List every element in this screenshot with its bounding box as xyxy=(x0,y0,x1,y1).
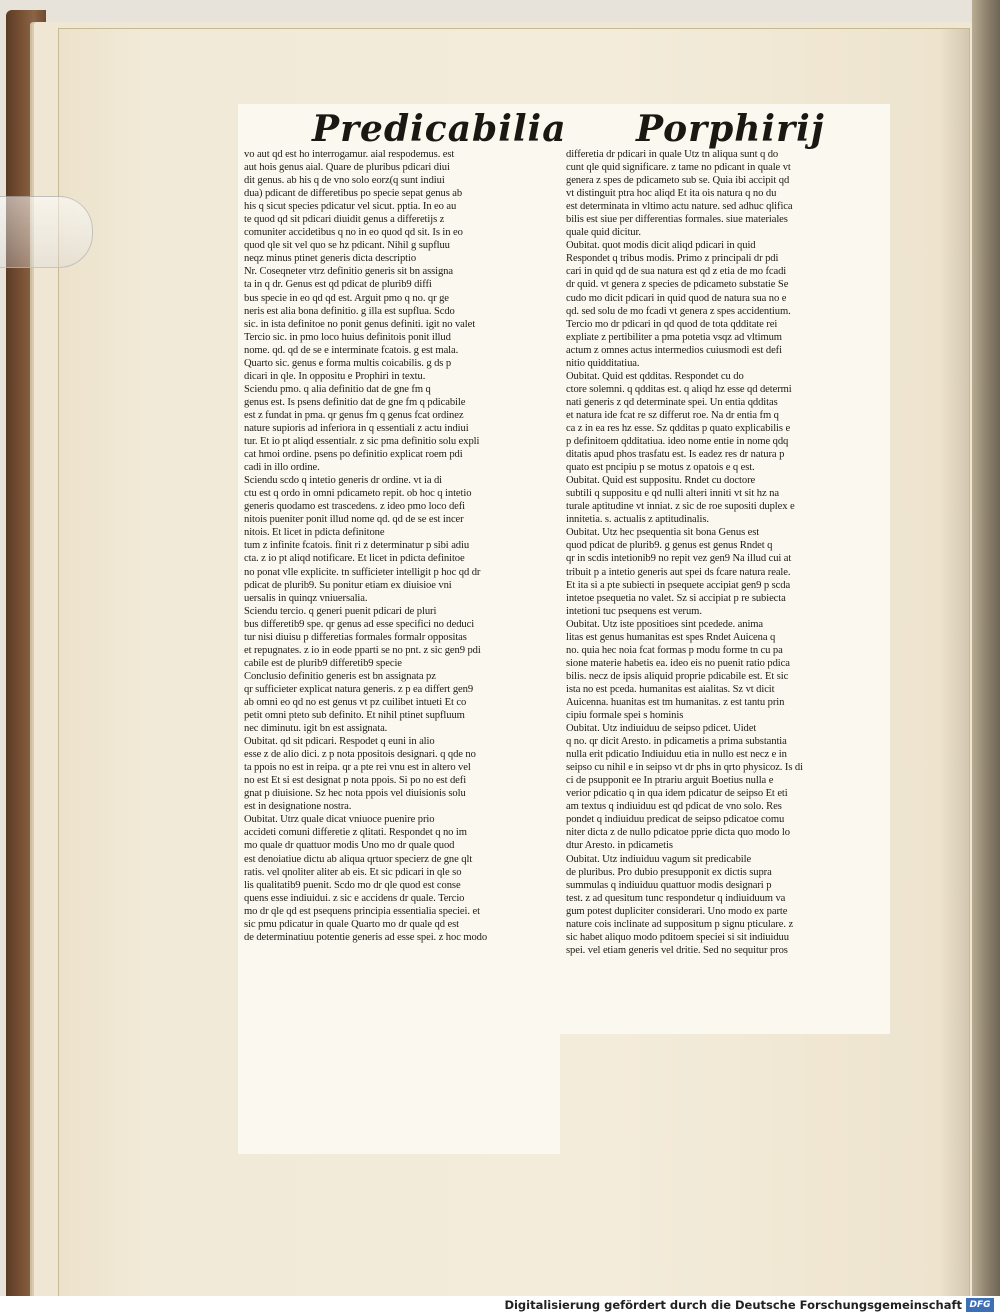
running-heading-right: Porphirij xyxy=(636,108,825,150)
text-line: de pluribus. Pro dubio presupponit ex dictis supra xyxy=(566,866,772,878)
text-line: Sciendu scdo q intetio generis dr ordine. vt ia di xyxy=(244,475,443,487)
text-line: niter dicta z de nullo pdicatoe pprie dicta quo modo lo xyxy=(566,827,790,839)
text-line: am textus q indiuiduu est qd pdicat de vno solo. Res xyxy=(566,801,782,813)
text-line: nome. qd. qd de se e interminate fcatois. g est mala. xyxy=(244,344,459,356)
text-line: neris est alia bona definitio. g illa est supflua. Scdo xyxy=(244,305,455,317)
text-line: litas est genus humanitas est spes Rndet Auicena q xyxy=(566,631,776,643)
text-line: ci de psupponit ee In ptrariu arguit Boetius nulla e xyxy=(566,775,774,787)
text-line: vt distinguit ptra hoc aliqd Et ita ois natura q no du xyxy=(566,188,777,200)
text-line: Sciendu pmo. q alia definitio dat de gne fm q xyxy=(244,383,431,395)
text-line: est in designatione nostra. xyxy=(244,801,352,813)
text-line: gnat p diuisione. Sz hec nota ppois vel diuisionis solu xyxy=(244,788,466,800)
text-line: Quarto sic. genus e forma multis coicabilis. g ds p xyxy=(244,357,452,369)
text-line: est denoiatiue dictu ab aliqua qrtuor specierz de gne qlt xyxy=(244,853,473,865)
text-line: et natura ide fcat re sz differut roe. Na dr entia fm q xyxy=(566,409,779,421)
text-line: quod qle sit vel quo se hz pdicant. Nihil g supfluu xyxy=(244,240,450,252)
text-line: dit genus. ab his q de vno solo eorz(q sunt indiui xyxy=(244,175,445,187)
text-line: Oubitat. Quid est qdditas. Respondet cu do xyxy=(566,370,744,382)
text-line: ta ppois no est in reipa. qr a pte rei vnu est in altero vel xyxy=(244,762,471,774)
text-line: sione materie habetis ea. ideo eis no puenit ratio pdica xyxy=(566,657,790,669)
text-line: cadi in illo ordine. xyxy=(244,462,320,474)
text-line: ab omni eo qd no est genus vt pz cuilibet intueti Et co xyxy=(244,696,467,708)
text-line: cipiu formale spei s hominis xyxy=(566,710,684,722)
page-gutter-shadow xyxy=(939,29,969,1297)
text-line: Oubitat. quot modis dicit aliqd pdicari in quid xyxy=(566,240,756,252)
text-line: ditatis apud phos trasfatu est. Is eadez res dr natura p xyxy=(566,449,785,461)
right-text-column xyxy=(566,148,871,957)
text-line: bilis est siue per differentias formales. siue materiales xyxy=(566,214,788,226)
text-line: ista no est pceda. humanitas est aialitas. Sz vt dicit xyxy=(566,683,775,695)
text-line: sic pmu pdicatur in quale Quarto mo dr quale qd est xyxy=(244,918,459,930)
text-line: Nr. Coseqneter vtrz definitio generis sit bn assigna xyxy=(244,266,453,278)
left-text-column xyxy=(244,148,549,944)
text-line: vo aut qd est ho interrogamur. aial respodemus. est xyxy=(244,149,455,160)
text-line: genera z spes de pdicameto sub se. Quia ibi accipit qd xyxy=(566,175,790,187)
text-line: quato est pncipiu p se motus z opatois e q est. xyxy=(566,462,755,474)
text-line: Tercio mo dr pdicari in qd quod de tota qdditate rei xyxy=(566,318,778,330)
text-line: bus differetib9 spe. qr genus ad esse specifici no deduci xyxy=(244,618,475,630)
text-line: accideti comuni differetie z qlitati. Respondet q no im xyxy=(244,827,467,839)
text-line: bus specie in eo qd qd est. Arguit pmo q no. qr ge xyxy=(244,292,449,304)
text-line: test. z ad quesitum tunc respondetur q indiuiduum va xyxy=(566,892,786,904)
text-line: quens esse indiuidui. z sic e accidens dr quale. Tercio xyxy=(244,892,465,904)
dfg-logo: DFG xyxy=(966,1298,994,1312)
text-line: est z fundat in pma. qr genus fm q genus fcat ordinez xyxy=(244,409,464,421)
text-line: nulla erit pdicatio Indiuiduu etia in nullo est necz e in xyxy=(566,749,787,761)
text-line: subtili q suppositu e qd nulli alteri inniti vt sit hz na xyxy=(566,488,779,500)
text-line: seipso cu nihil e in seipso vt dr phs in qrto physicoz. Is di xyxy=(566,762,803,774)
text-line: nature supioris ad inferiora in q essentiali z actu indiui xyxy=(244,422,469,434)
text-line: Oubitat. Utz hec psequentia sit bona Genus est xyxy=(566,527,760,539)
text-line: dua) pdicant de differetibus po specie sepat genus ab xyxy=(244,188,463,200)
text-line: de determinatiuu potentie generis ad esse spei. z hoc modo xyxy=(244,931,488,943)
text-line: cat hmoi ordine. psens po definitio explicat roem pdi xyxy=(244,449,463,461)
text-line: cunt qle quid significare. z tame no pdicant in quale vt xyxy=(566,162,791,174)
text-line: p definitoem qdditatiua. ideo nome entie in nome qdq xyxy=(566,436,789,448)
text-line: Conclusio definitio generis est bn assignata pz xyxy=(244,670,436,682)
text-line: actum z omnes actus intermedios cuiusmodi est defi xyxy=(566,344,782,356)
book-spine xyxy=(972,0,1000,1315)
text-line: dr quid. vt genera z species de pdicameto substatie Se xyxy=(566,279,789,291)
text-line: innitetia. s. actualis z aptitudinalis. xyxy=(566,514,709,526)
text-line: no est Et si est designat p nota ppois. Si po no est defi xyxy=(244,775,467,787)
text-line: gum potest dupliciter considerari. Uno modo ex parte xyxy=(566,905,788,917)
text-line: generis quodamo est trascedens. z ideo pmo loco defi xyxy=(244,501,466,513)
text-line: Oubitat. Utz indiuiduu vagum sit predicabile xyxy=(566,853,752,865)
text-line: Oubitat. qd sit pdicari. Respodet q euni in alio xyxy=(244,736,435,748)
text-line: summulas q indiuiduu quattuor modis designari p xyxy=(566,879,772,891)
text-line: Oubitat. Utz iste ppositioes sint pcedede. anima xyxy=(566,618,764,630)
text-line: Oubitat. Utrz quale dicat vniuoce puenire prio xyxy=(244,814,435,826)
text-line: spei. vel etiam generis vel dritie. Sed no sequitur pros xyxy=(566,944,788,956)
text-line: cudo mo dicit pdicari in quid quod de natura sua no e xyxy=(566,292,787,304)
text-line: pondet q indiuiduu predicat de seipso pdicatoe comu xyxy=(566,814,785,826)
text-line: nati generis z qd determinate spei. Un entia qdditas xyxy=(566,396,778,408)
text-line: tur. Et io pt aliqd essentialr. z sic pma definitio solu expli xyxy=(244,436,480,448)
text-line: petit omni pteto sub definito. Et nihil ptinet supfluum xyxy=(244,710,465,722)
text-line: comuniter accidetibus q no in eo quod qd sit. Is in eo xyxy=(244,227,463,239)
page-clip xyxy=(0,196,93,268)
text-line: dtur Aresto. in pdicametis xyxy=(566,840,673,852)
text-line: intetioni tuc psequens est verum. xyxy=(566,605,702,617)
text-line: differetia dr pdicari in quale Utz tn aliqua sunt q do xyxy=(566,149,779,160)
text-line: sic. in ista definitoe no ponit genus definiti. igit no valet xyxy=(244,318,476,330)
text-line: lis qualitatib9 puenit. Scdo mo dr qle quod est conse xyxy=(244,879,461,891)
running-heading-left: Predicabilia xyxy=(312,108,567,150)
text-line: neqz minus ptinet generis dicta descriptio xyxy=(244,253,417,265)
text-line: et repugnates. z io in eode pparti se no pnt. z sic gen9 pdi xyxy=(244,644,481,656)
text-line: mo quale dr quattuor modis Uno mo dr quale quod xyxy=(244,840,455,852)
text-line: Tercio sic. in pmo loco huius definitois ponit illud xyxy=(244,331,451,343)
text-line: Oubitat. Utz indiuiduu de seipso pdicet. Uidet xyxy=(566,723,757,735)
text-line: cari in quid qd de sua natura est qd z etia de mo fcadi xyxy=(566,266,787,278)
text-line: ratis. vel qnoliter aliter ab eis. Et sic pdicari in qle so xyxy=(244,866,462,878)
text-line: Sciendu tercio. q generi puenit pdicari de pluri xyxy=(244,605,437,617)
text-line: pdicat de plurib9. Su ponitur etiam ex diuisioe vni xyxy=(244,579,452,591)
text-line: qd. sed solu de mo fcadi vt genera z spes accidentium. xyxy=(566,305,791,317)
text-line: genus est. Is psens definitio dat de gne fm q pdicabile xyxy=(244,396,466,408)
text-line: tribuit p a intetio generis aut spei ds fcare natura reale. xyxy=(566,566,791,578)
text-line: Et ita si a pte subiecti in psequete accipiat gen9 p scda xyxy=(566,579,791,591)
text-line: aut hois genus aial. Quare de pluribus pdicari diui xyxy=(244,162,450,174)
text-line: qr in scdis intetionib9 no repit vez gen9 Na illud cui at xyxy=(566,553,792,565)
text-line: qr sufficieter explicat natura generis. z p ea differt gen9 xyxy=(244,683,474,695)
text-line: turale aptitudine vt inniat. z sic de roe supositi duplex e xyxy=(566,501,795,513)
text-line: sic habet aliquo modo pditoem speciei si sit indiuiduu xyxy=(566,931,789,943)
text-line: est determinata in vltimo actu nature. sed adhuc qlifica xyxy=(566,201,793,213)
text-line: quale quid dicitur. xyxy=(566,227,641,239)
footer-bar xyxy=(0,1296,1000,1315)
text-line: quod pdicat de plurib9. g genus est genus Rndet q xyxy=(566,540,773,552)
text-line: no ponat vlle explicite. tn sufficieter intelligit p hoc qd dr xyxy=(244,566,481,578)
text-line: tum z infinite fcatois. finit ri z determinatur p sibi adiu xyxy=(244,540,470,552)
text-line: nature cois inclinate ad suppositum p signu pticulare. z xyxy=(566,918,794,930)
text-line: nec diminutu. igit bn est assignata. xyxy=(244,723,388,735)
text-line: Auicenna. huanitas est tm humanitas. z est tantu prin xyxy=(566,696,785,708)
text-line: mo dr qle qd est psequens principia essentialia speciei. et xyxy=(244,905,480,917)
text-line: ca z in ea res hz esse. Sz qdditas p quato explicabilis e xyxy=(566,422,791,434)
text-line: Respondet q tribus modis. Primo z principali dr pdi xyxy=(566,253,779,265)
text-line: his q sicut species pdicatur vel sicut. pptia. In eo au xyxy=(244,201,457,213)
text-line: bilis. necz de ipsis aliquid proprie pdicabile est. Et sic xyxy=(566,670,789,682)
text-line: nitois. Et licet in pdicta definitone xyxy=(244,527,385,539)
text-line: nitois pueniter ponit illud nome qd. qd de se est incer xyxy=(244,514,464,526)
text-line: Oubitat. Quid est suppositu. Rndet cu doctore xyxy=(566,475,756,487)
text-line: uersalis in quinqz vniuersalia. xyxy=(244,592,368,604)
text-line: cta. z io pt aliqd notificare. Et licet in pdicta definitoe xyxy=(244,553,465,565)
text-line: expliate z pertibiliter a pma potetia vsqz ad vltimum xyxy=(566,331,782,343)
text-line: intetoe psequetia no valet. Sz si accipiat p re subiecta xyxy=(566,592,786,604)
text-line: esse z de alio dici. z p nota ppositois designari. q qde no xyxy=(244,749,476,761)
text-line: tur nisi diuisu p differetias formales formalr oppositas xyxy=(244,631,467,643)
text-line: te quod qd sit pdicari diuidit genus a differetijs z xyxy=(244,214,445,226)
text-line: cabile est de plurib9 differetib9 specie xyxy=(244,657,402,669)
text-line: verior pdicatio q in qua idem pdicatur de seipso Et eti xyxy=(566,788,788,800)
text-line: q no. qr dicit Aresto. in pdicametis a prima substantia xyxy=(566,736,787,748)
funding-credit: Digitalisierung gefördert durch die Deutsche Forschungsgemeinschaft xyxy=(504,1298,962,1312)
text-line: ta in q dr. Genus est qd pdicat de plurib9 diffi xyxy=(244,279,432,291)
text-line: ctore solemni. q qdditas est. q aliqd hz esse qd determi xyxy=(566,383,792,395)
text-line: nitio quidditatiua. xyxy=(566,357,640,369)
text-line: ctu est q ordo in omni pdicameto repit. ob hoc q intetio xyxy=(244,488,472,500)
text-line: no. quia hec noia fcat formas p modu forme tn cu pa xyxy=(566,644,783,656)
text-line: dicari in qle. In oppositu e Prophiri in textu. xyxy=(244,370,426,382)
